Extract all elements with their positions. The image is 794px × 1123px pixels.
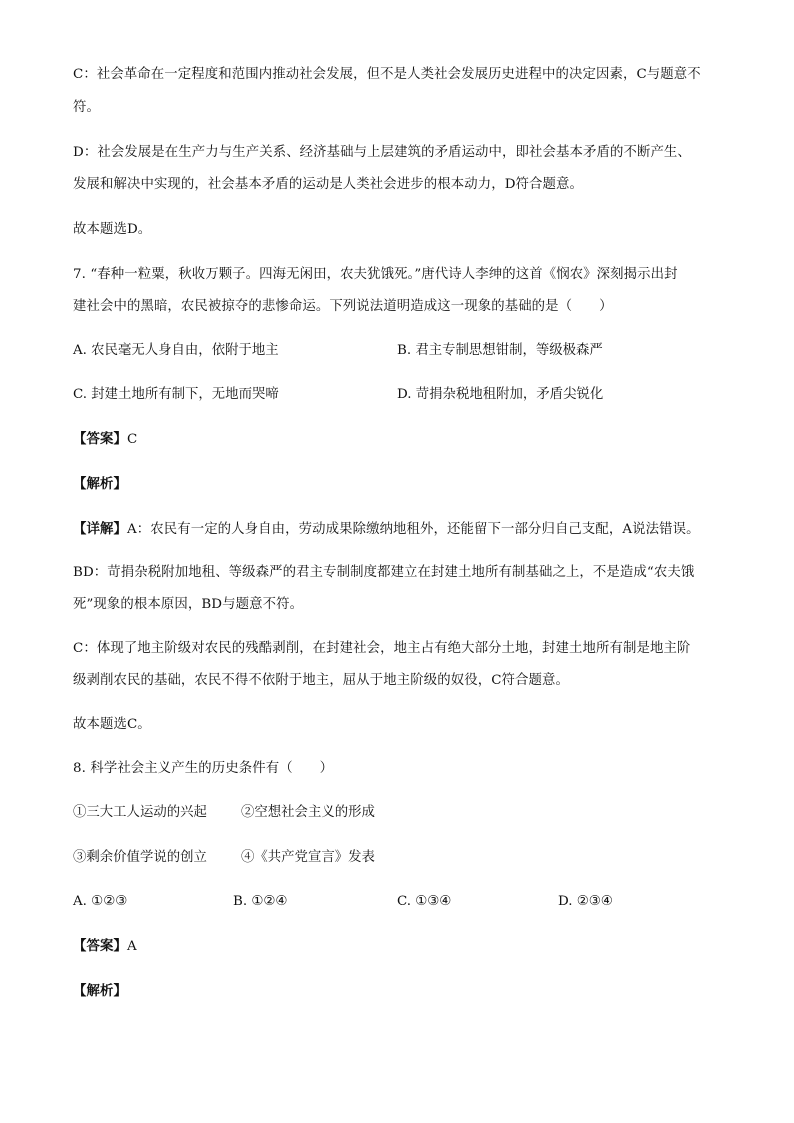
conclusion-q7: 故本题选C。 bbox=[73, 717, 151, 732]
question-7-detail-line1 bbox=[73, 520, 700, 539]
question-8-option-d: D. ②③④ bbox=[558, 894, 613, 909]
question-7-c-line1: C：体现了地主阶级对农民的残酷剥削，在封建社会，地主占有绝大部分土地，封建土地所有制是地主阶 bbox=[73, 641, 691, 656]
question-8-analysis-tag bbox=[73, 982, 127, 1001]
question-8-item-1: ①三大工人运动的兴起 bbox=[73, 805, 207, 820]
question-7-option-d: D. 苛捐杂税地租附加，矛盾尖锐化 bbox=[397, 387, 604, 402]
analysis-tag: 【解析】 bbox=[73, 476, 127, 492]
question-7-option-c: C. 封建土地所有制下，无地而哭啼 bbox=[73, 387, 279, 402]
question-7-c-line2: 级剥削农民的基础，农民不得不依附于地主，屈从于地主阶级的奴役，C符合题意。 bbox=[73, 673, 570, 688]
question-7-option-b: B. 君主专制思想钳制，等级极森严 bbox=[397, 343, 603, 358]
detail-tag: 【详解】 bbox=[73, 521, 127, 537]
answer-value: A bbox=[126, 939, 137, 954]
question-7-option-a: A. 农民毫无人身自由，依附于地主 bbox=[73, 343, 279, 358]
question-7-stem-line1: 7. “春种一粒粟，秋收万颗子。四海无闲田，农夫犹饿死。”唐代诗人李绅的这首《悯农》深刻揭示出封 bbox=[73, 267, 678, 282]
detail-text: A：农民有一定的人身自由，劳动成果除缴纳地租外，还能留下一部分归自己支配，A说法错误。 bbox=[126, 522, 700, 537]
question-8-stem: 8. 科学社会主义产生的历史条件有（ ） bbox=[73, 761, 334, 776]
paragraph-c-line1: C：社会革命在一定程度和范围内推动社会发展，但不是人类社会发展历史进程中的决定因素，C与题意不 bbox=[73, 67, 701, 82]
paragraph-d-line1: D：社会发展是在生产力与生产关系、经济基础与上层建筑的矛盾运动中，即社会基本矛盾的不断产生、 bbox=[73, 145, 691, 160]
question-7-analysis-tag bbox=[73, 475, 127, 494]
answer-tag: 【答案】 bbox=[73, 431, 127, 447]
question-8-option-c: C. ①③④ bbox=[397, 894, 452, 909]
question-8-option-a: A. ①②③ bbox=[73, 894, 128, 909]
paragraph-c-line2: 符。 bbox=[73, 100, 100, 115]
question-8-item-4: ④《共产党宣言》发表 bbox=[241, 850, 375, 865]
question-8-option-b: B. ①②④ bbox=[233, 894, 288, 909]
conclusion-q6: 故本题选D。 bbox=[73, 222, 152, 237]
question-8-answer bbox=[73, 937, 137, 956]
question-7-stem-line2: 建社会中的黑暗，农民被掠夺的悲惨命运。下列说法道明造成这一现象的基础的是（ ） bbox=[73, 299, 613, 314]
question-7-answer bbox=[73, 430, 137, 449]
paragraph-d-line2: 发展和解决中实现的，社会基本矛盾的运动是人类社会进步的根本动力，D符合题意。 bbox=[73, 177, 583, 192]
analysis-tag: 【解析】 bbox=[73, 983, 127, 999]
answer-value: C bbox=[126, 432, 138, 447]
answer-tag: 【答案】 bbox=[73, 938, 127, 954]
question-7-bd-line2: 死”现象的根本原因，BD与题意不符。 bbox=[73, 597, 304, 612]
question-7-bd-line1: BD：苛捐杂税附加地租、等级森严的君主专制制度都建立在封建土地所有制基础之上，不是造成“农夫饿 bbox=[73, 565, 695, 580]
question-8-item-3: ③剩余价值学说的创立 bbox=[73, 850, 207, 865]
question-8-item-2: ②空想社会主义的形成 bbox=[241, 805, 375, 820]
